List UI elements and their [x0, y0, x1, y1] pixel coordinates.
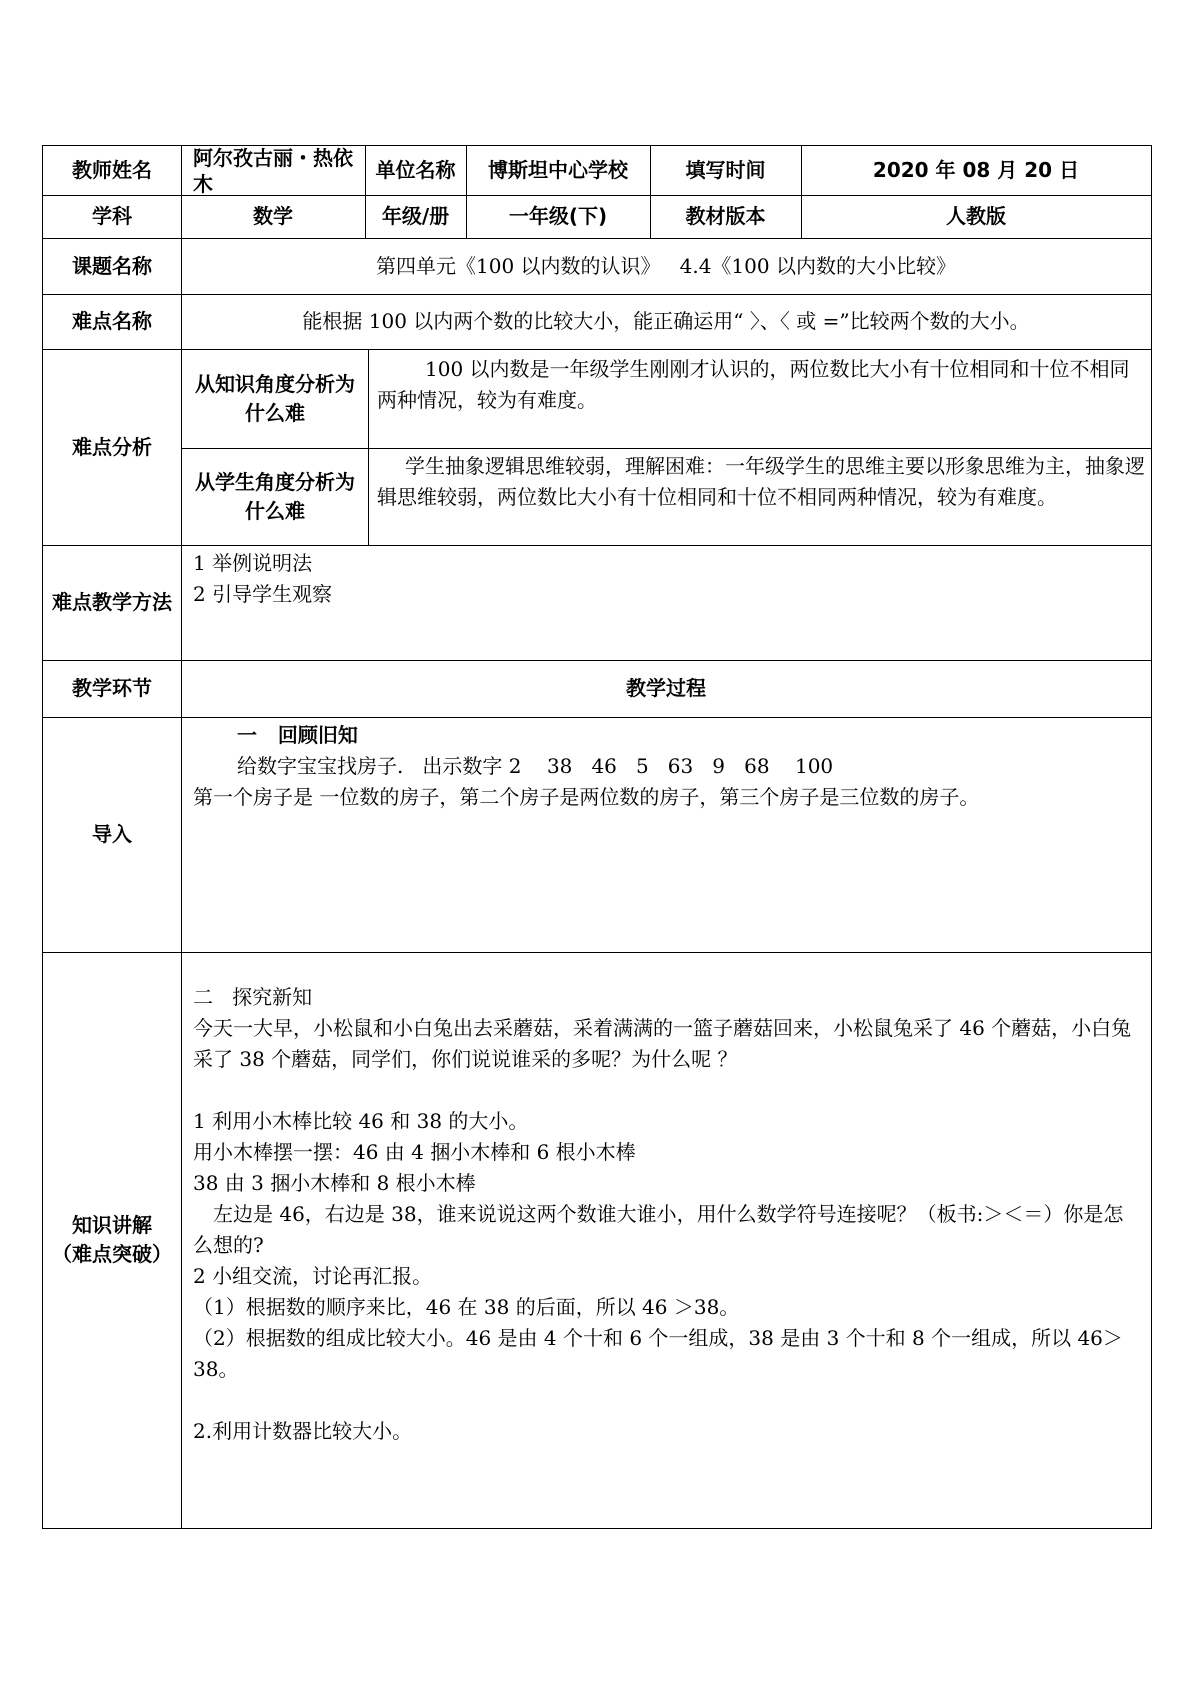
- teacher-name: 阿尔孜古丽・热依木: [193, 145, 353, 196]
- method-list: [193, 548, 1143, 656]
- blank-line: [193, 1075, 1143, 1106]
- lesson-plan-table: [42, 145, 1152, 1529]
- analysis-label: 难点分析: [72, 434, 152, 459]
- col-divider: [181, 146, 182, 1528]
- process-label: 教学环节: [72, 676, 152, 700]
- teacher-label: 教师姓名: [72, 158, 152, 182]
- unit-name: 博斯坦中心学校: [488, 158, 628, 182]
- row-divider: [43, 952, 1151, 953]
- knowledge-para: 今天一大早，小松鼠和小白兔出去采蘑菇，采着满满的一篮子蘑菇回来，小松鼠兔采了 46 个蘑菇，小白兔采了 38 个蘑菇，同学们，你们说说谁采的多呢？为什么呢 ？: [193, 1016, 1132, 1071]
- unit-label: 单位名称: [375, 158, 456, 182]
- knowledge-step: 38 由 3 捆小木棒和 8 根小木棒: [193, 1171, 476, 1195]
- knowledge-step: 1 利用小木棒比较 46 和 38 的大小。: [193, 1109, 529, 1133]
- student-angle-label: 从学生角度分析为什么难: [195, 469, 355, 523]
- knowledge-question: 左边是 46，右边是 38，谁来说说这两个数谁大谁小，用什么数学符号连接呢？（板书:＞＜＝）你是怎么想的?: [193, 1202, 1124, 1257]
- intro-content: [193, 720, 1143, 948]
- knowledge-reason: （2）根据数的组成比较大小。46 是由 4 个十和 6 个一组成，38 是由 3 个十和 8 个一组成，所以 46＞38。: [193, 1326, 1123, 1381]
- knowledge-label: [43, 952, 181, 1528]
- method-item: 2 引导学生观察: [193, 582, 333, 606]
- method-item: 1 举例说明法: [193, 551, 313, 575]
- knowledge-step: 2 小组交流，讨论再汇报。: [193, 1264, 433, 1288]
- difficulty-label: 难点名称: [72, 309, 152, 333]
- blank-line: [193, 1385, 1143, 1416]
- knowledge-content: [193, 982, 1143, 1522]
- intro-heading: 一 回顾旧知: [237, 723, 358, 747]
- difficulty-value: 能根据 100 以内两个数的比较大小，能正确运用“ 〉、〈 或 =”比较两个数的大小。: [302, 309, 1030, 333]
- topic-value: 第四单元《100 以内数的认识》 4.4《100 以内数的大小比较》: [376, 253, 956, 278]
- knowledge-reason: （1）根据数的顺序来比，46 在 38 的后面，所以 46 ＞38。: [193, 1295, 740, 1319]
- date-value: 2020 年 08 月 20 日: [872, 158, 1080, 182]
- method-label: 难点教学方法: [52, 590, 172, 614]
- grade-value: 一年级(下): [508, 204, 608, 228]
- knowledge-angle-label: 从知识角度分析为什么难: [195, 371, 355, 425]
- subject-value: 数学: [253, 204, 293, 228]
- knowledge-label-line: 知识讲解: [72, 1213, 152, 1237]
- subject-label: 学科: [92, 204, 132, 228]
- knowledge-heading: 二 探究新知: [193, 985, 313, 1009]
- topic-label: 课题名称: [72, 253, 152, 278]
- intro-line: 给数字宝宝找房子. 出示数字 2 38 46 5 63 9 68 100: [237, 754, 834, 778]
- intro-line: 第一个房子是 一位数的房子，第二个房子是两位数的房子，第三个房子是三位数的房子。: [193, 785, 980, 809]
- knowledge-step: 用小木棒摆一摆：46 由 4 捆小木棒和 6 根小木棒: [193, 1140, 636, 1164]
- edition-label: 教材版本: [685, 204, 766, 228]
- knowledge-step: 2.利用计数器比较大小。: [193, 1419, 413, 1443]
- knowledge-angle-text: 100 以内数是一年级学生刚刚才认识的，两位数比大小有十位相同和十位不相同两种情况，较为有难度。: [377, 357, 1130, 412]
- student-angle-text: 学生抽象逻辑思维较弱，理解困难：一年级学生的思维主要以形象思维为主，抽象逻辑思维较弱，两位数比大小有十位相同和十位不相同两种情况，较为有难度。: [377, 454, 1145, 509]
- intro-label: 导入: [92, 822, 132, 846]
- knowledge-label-line: （难点突破）: [52, 1242, 172, 1266]
- edition-value: 人教版: [946, 204, 1006, 228]
- row-divider: [43, 545, 1151, 546]
- process-value: 教学过程: [626, 676, 706, 700]
- row-divider: [43, 717, 1151, 718]
- col-divider: [368, 349, 369, 545]
- grade-label: 年级/册: [381, 204, 450, 228]
- date-label: 填写时间: [685, 158, 766, 182]
